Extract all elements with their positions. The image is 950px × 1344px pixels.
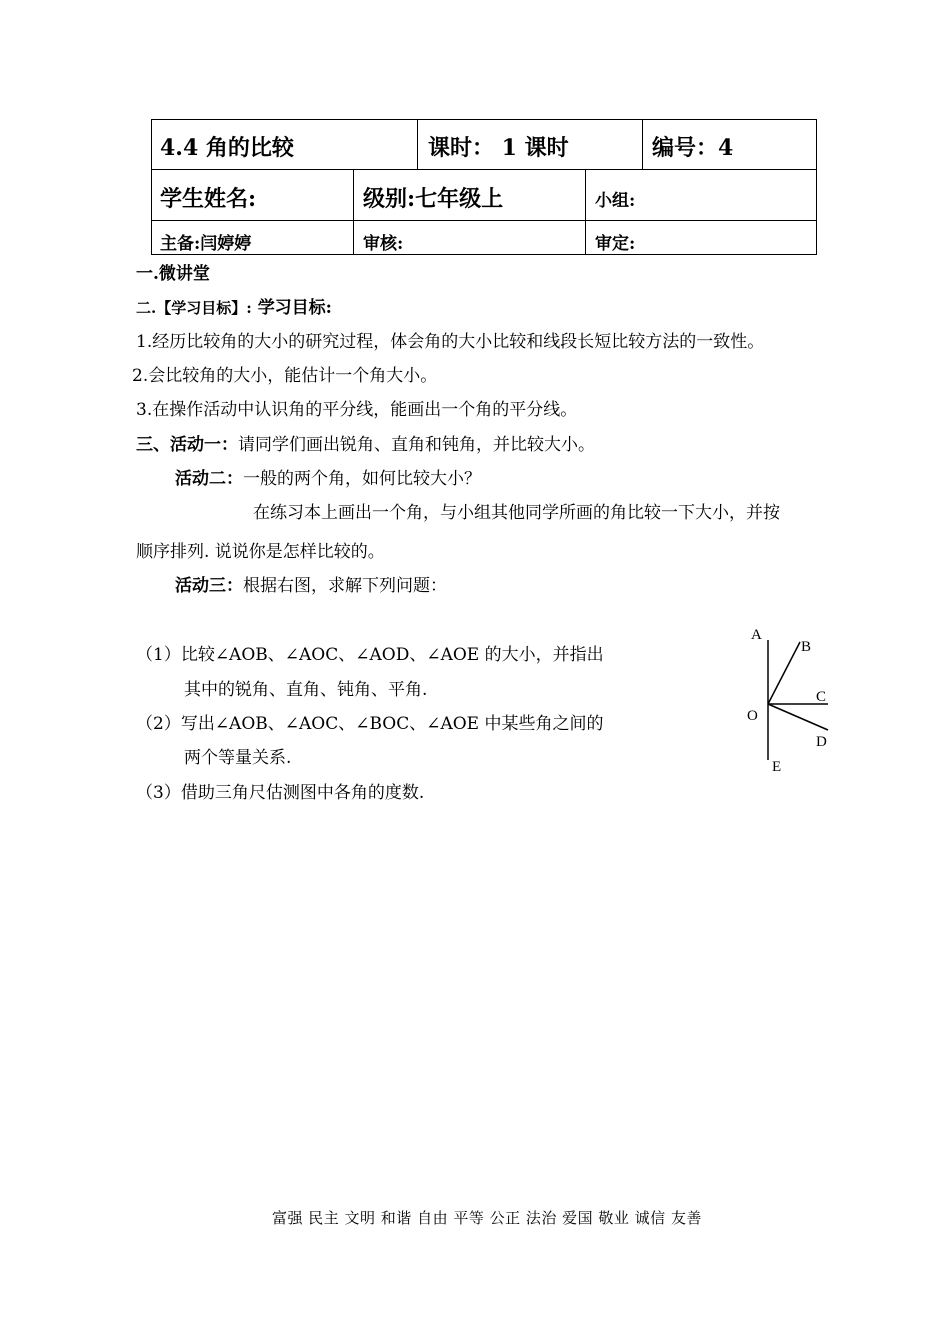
- goals-prefix: 二.【学习目标】:: [136, 299, 252, 317]
- lesson-title: 4.4 角的比较: [160, 135, 294, 161]
- table-col-divider: [585, 169, 586, 255]
- section-goals-heading: [136, 293, 332, 318]
- activity-1-text: 请同学们画出锐角、直角和钝角，并比较大小。: [238, 435, 595, 455]
- label-O: O: [747, 708, 758, 724]
- label-E: E: [772, 759, 782, 775]
- angle-figure: [740, 622, 850, 782]
- table-col-divider: [353, 169, 354, 255]
- reviewer-label: 审核:: [363, 234, 404, 254]
- activity-2-paragraph-line1: 在练习本上画出一个角，与小组其他同学所画的角比较一下大小，并按: [253, 503, 780, 523]
- preparer-label: 主备:闫婷婷: [160, 234, 252, 254]
- label-D: D: [816, 734, 827, 750]
- question-3: （3）借助三角尺估测图中各角的度数.: [136, 783, 425, 803]
- table-row-divider: [151, 220, 817, 221]
- goal-2: 2.会比较角的大小，能估计一个角大小。: [132, 366, 438, 386]
- activity-2-paragraph-line2: 顺序排列. 说说你是怎样比较的。: [136, 542, 385, 562]
- activity-2-text: 一般的两个角，如何比较大小？: [243, 469, 481, 489]
- section-micro-lecture: 一.微讲堂: [136, 264, 210, 284]
- label-A: A: [751, 627, 762, 643]
- approver-label: 审定:: [595, 234, 636, 254]
- footer-core-values: 富强 民主 文明 和谐 自由 平等 公正 法治 爱国 敬业 诚信 友善: [272, 1209, 702, 1227]
- activity-3-label: 活动三：: [175, 576, 243, 596]
- goals-title: 学习目标:: [257, 298, 332, 318]
- activity-3: [175, 571, 447, 596]
- group-label: 小组:: [595, 191, 636, 211]
- ray-OD: [768, 704, 828, 730]
- label-C: C: [816, 689, 827, 705]
- question-2-line1: （2）写出∠AOB、∠AOC、∠BOC、∠AOE 中某些角之间的: [136, 714, 604, 734]
- label-B: B: [801, 639, 812, 655]
- activity-1: [136, 430, 595, 455]
- ray-OB: [768, 642, 800, 704]
- goal-1: 1.经历比较角的大小的研究过程，体会角的大小比较和线段长短比较方法的一致性。: [136, 332, 765, 352]
- activity-3-text: 根据右图，求解下列问题：: [243, 576, 447, 596]
- grade-label: 级别:七年级上: [363, 186, 504, 212]
- activity-2: [175, 464, 481, 489]
- activity-2-label: 活动二：: [175, 469, 243, 489]
- table-col-divider: [417, 119, 418, 170]
- goal-3: 3.在操作活动中认识角的平分线，能画出一个角的平分线。: [136, 400, 578, 420]
- activity-1-label: 三、活动一：: [136, 435, 238, 455]
- table-row-divider: [151, 169, 817, 170]
- table-col-divider: [642, 119, 643, 170]
- question-1-line2: 其中的锐角、直角、钝角、平角.: [184, 680, 428, 700]
- class-hours: 课时： 1 课时: [428, 135, 569, 161]
- question-2-line2: 两个等量关系.: [184, 748, 292, 768]
- question-1-line1: （1）比较∠AOB、∠AOC、∠AOD、∠AOE 的大小，并指出: [136, 645, 604, 665]
- student-name-label: 学生姓名:: [160, 186, 257, 212]
- lesson-number: 编号：4: [652, 135, 734, 161]
